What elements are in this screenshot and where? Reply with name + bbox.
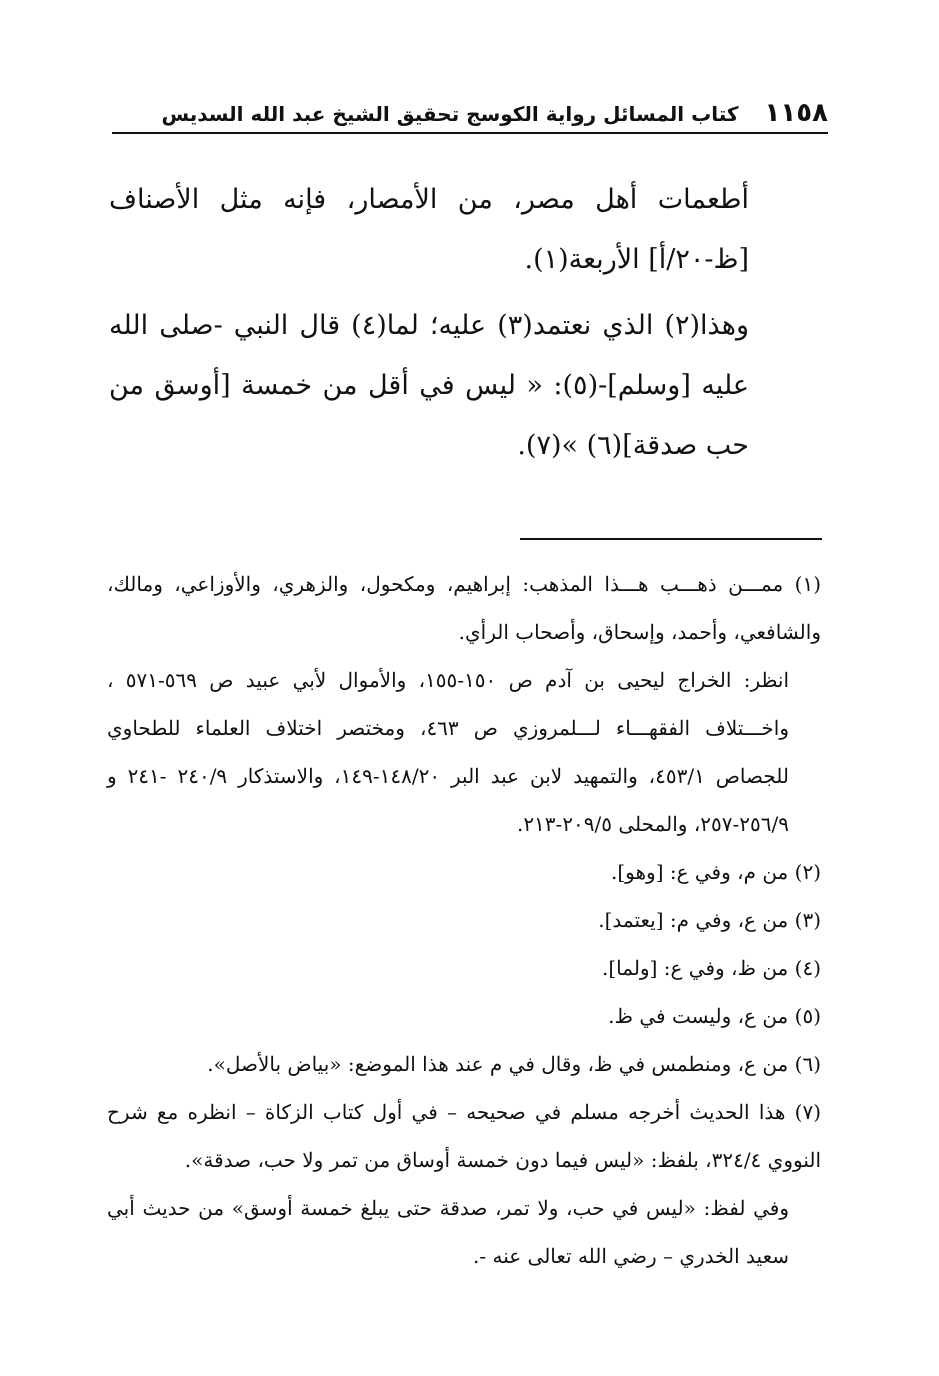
main-paragraph: وهذا(٢) الذي نعتمد(٣) عليه؛ لما(٤) قال النبي -صلى الله عليه [وسلم]-(٥): « ليس في أقل من خمسة [أوسق من حب صدقة](٦) »(٧). [109,310,749,461]
footnote-1: (١) ممـــن ذهـــب هـــذا المذهب: إبراهيم، ومكحول، والزهري، والأوزاعي، ومالك، والشافعي، وأحمد، وإسحاق، وأصحاب الرأي. [107,572,821,644]
main-paragraph: أطعمات أهل مصر، من الأمصار، فإنه مثل الأصناف [ظ-٢٠/أ] الأربعة(١). [109,184,749,275]
main-text [109,170,749,482]
footnote-1-references: انظر: الخراج ليحيى بن آدم ص ١٥٠-١٥٥، والأموال لأبي عبيد ص ٥٦٩-٥٧١ ، واخـــتلاف الفقهـــاء لـــلمروزي ص ٤٦٣، ومختصر اختلاف العلماء للطحاوي للجصاص ٤٥٣/١، والتمهيد لابن عبد البر ١٤٨/٢٠-١٤٩، والاستذكار ٢٤٠/٩ -٢٤١ و ٢٥٦/٩-٢٥٧، والمحلى ٢٠٩/٥-٢١٣. [107,668,790,836]
footnote-5: (٥) من ع، وليست في ظ. [608,1004,821,1028]
page-number: ١١٥٨ [764,98,828,128]
footnote-7-continuation: وفي لفظ: «ليس في حب، ولا تمر، صدقة حتى يبلغ خمسة أوسق» من حديث أبي سعيد الخدري – رضي الله تعالى عنه -. [107,1196,789,1268]
footnote-3: (٣) من ع، وفي م: [يعتمد]. [598,908,821,932]
footnote-6: (٦) من ع، ومنطمس في ظ، وقال في م عند هذا الموضع: «بياض بالأصل». [207,1052,821,1076]
footnotes [107,560,821,1280]
book-title: كتاب المسائل رواية الكوسج تحقيق الشيخ عبد الله السديس [161,102,739,126]
footnote-separator [520,538,822,540]
footnote-4: (٤) من ظ، وفي ع: [ولما]. [602,956,821,980]
footnote-7: (٧) هذا الحديث أخرجه مسلم في صحيحه – في أول كتاب الزكاة – انظره مع شرح النووي ٣٢٤/٤، بلفظ: «ليس فيما دون خمسة أوساق من تمر ولا حب، صدقة». [107,1100,821,1172]
footnote-2: (٢) من م، وفي ع: [وهو]. [611,860,821,884]
running-header [112,88,828,134]
